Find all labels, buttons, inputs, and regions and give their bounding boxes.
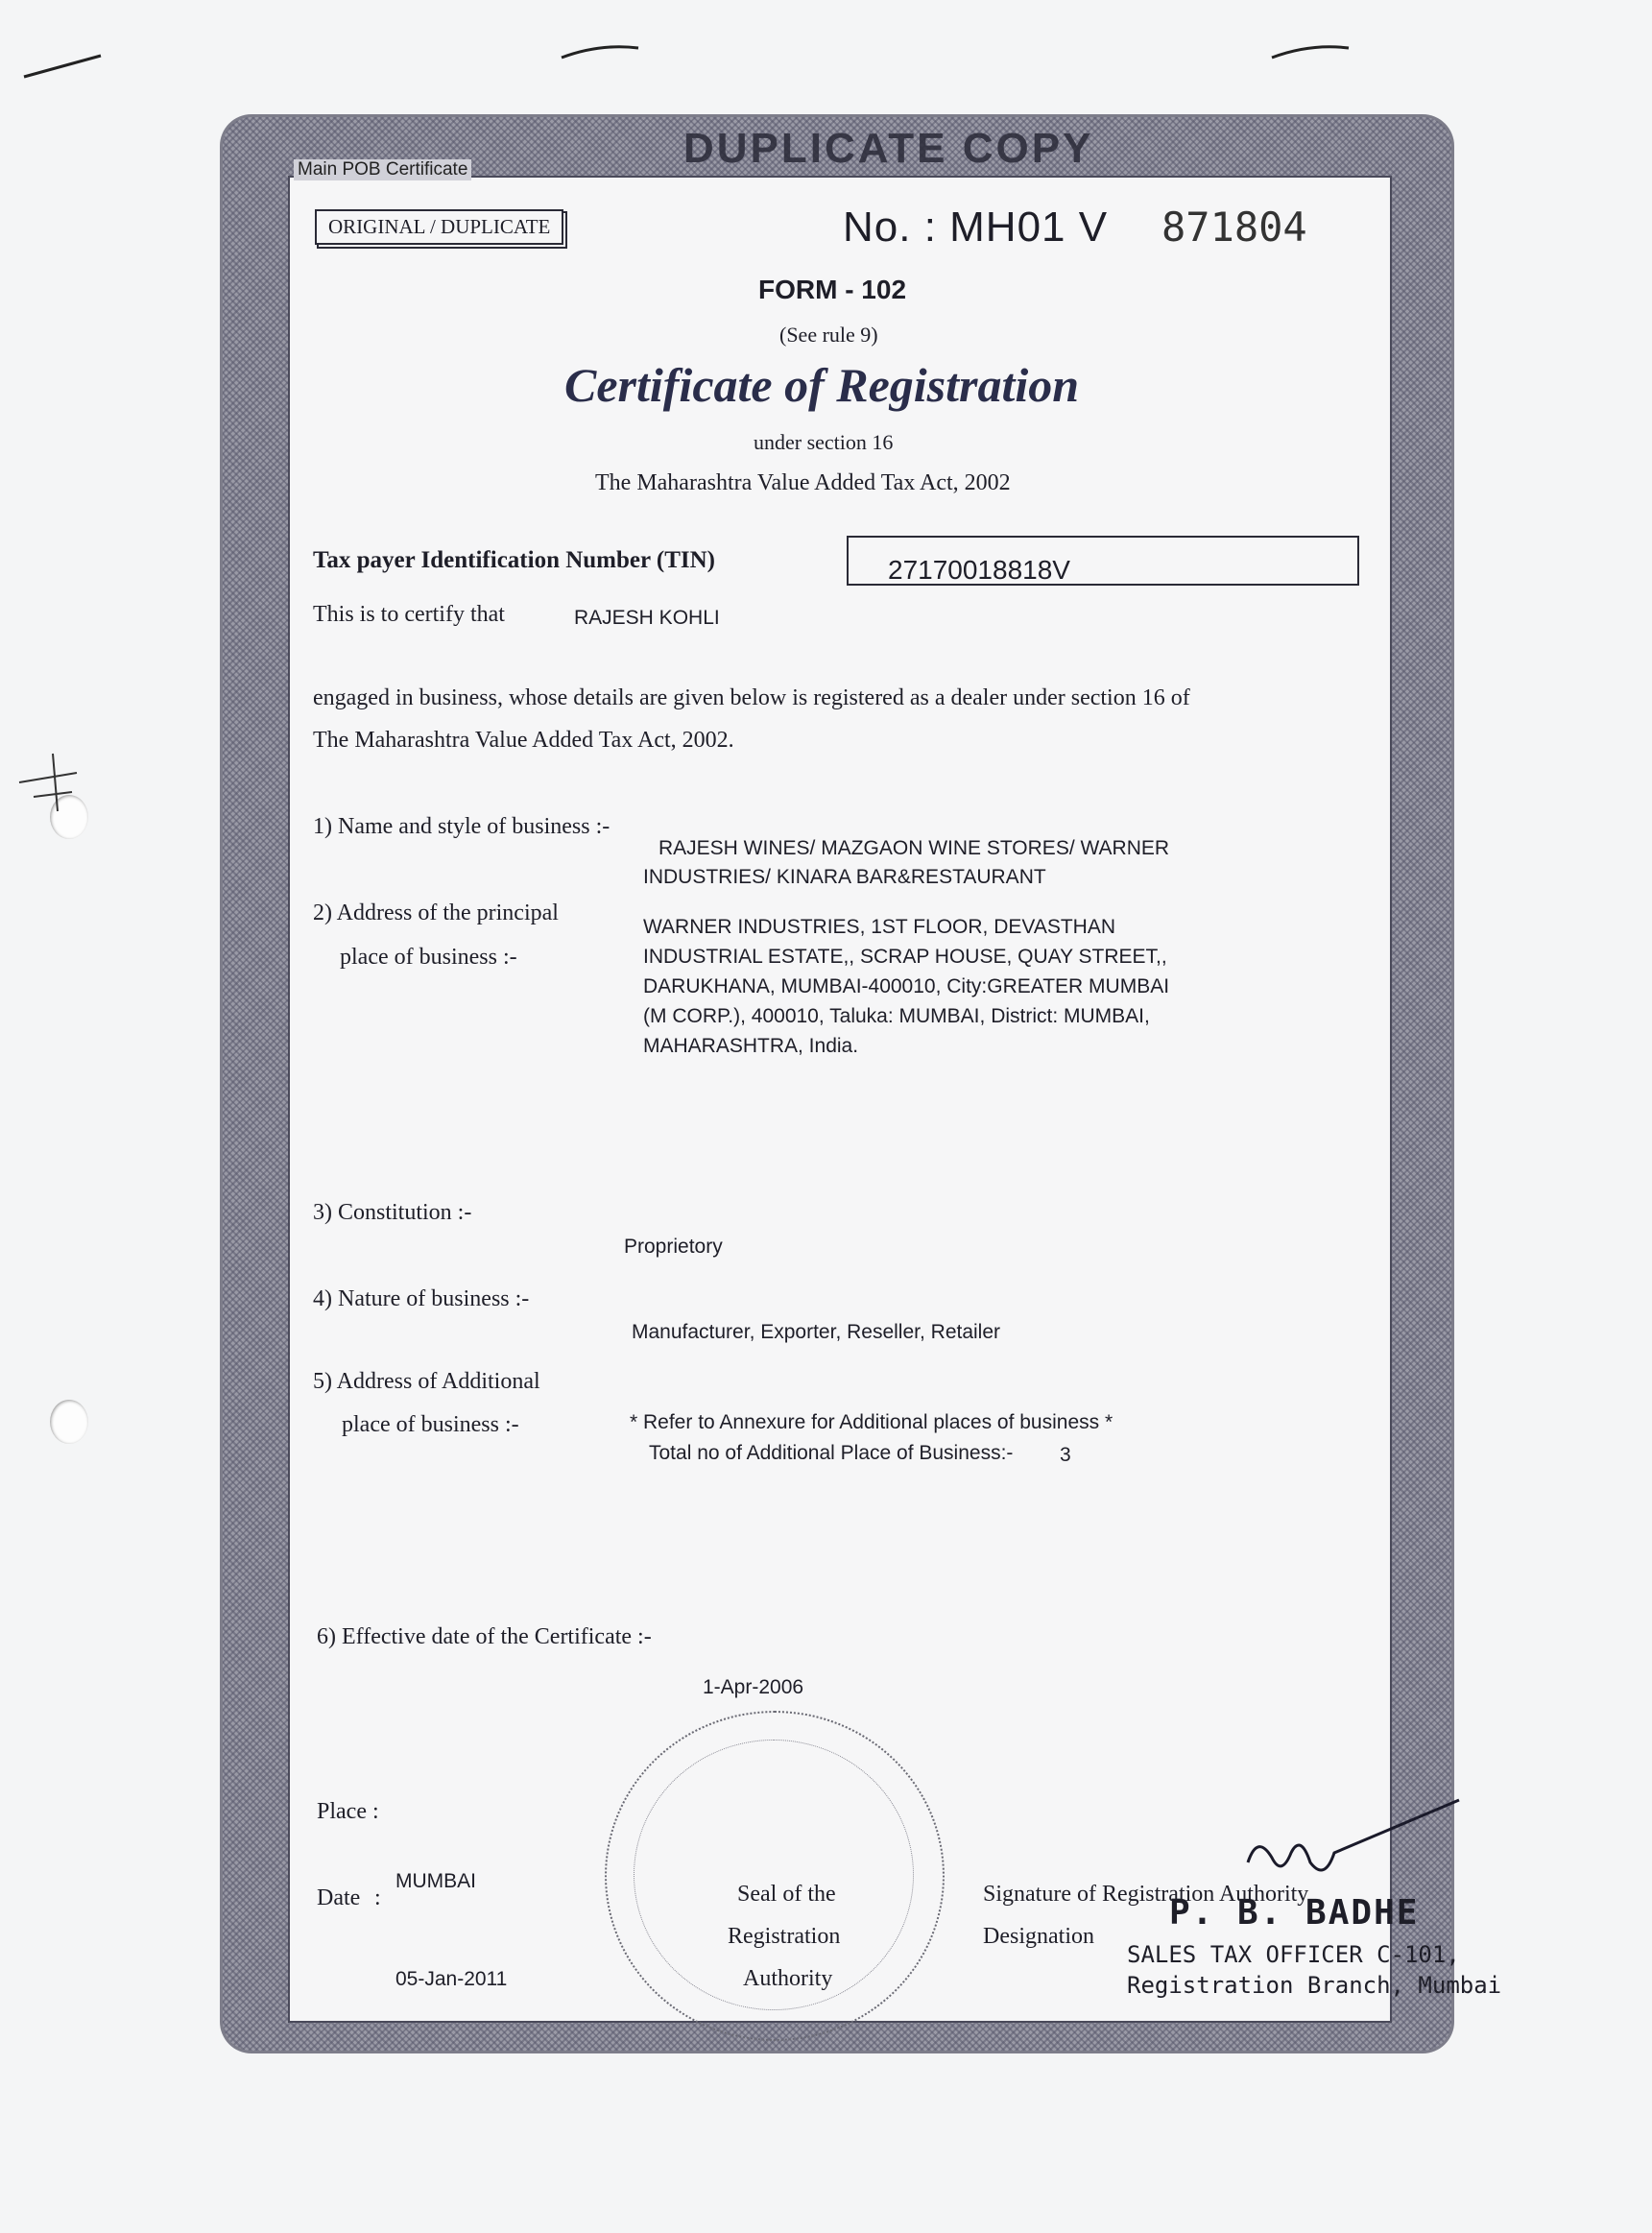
act-reference: The Maharashtra Value Added Tax Act, 2002	[595, 470, 1011, 495]
additional-total-label: Total no of Additional Place of Business:-	[649, 1442, 1014, 1464]
address-label-1: 2) Address of the principal	[313, 900, 559, 925]
seal-label-1: Seal of the	[737, 1882, 836, 1907]
certify-line-1: engaged in business, whose details are given below is registered as a dealer under section 16 of	[313, 685, 1190, 710]
additional-label-1: 5) Address of Additional	[313, 1369, 540, 1394]
business-name-label: 1) Name and style of business :-	[313, 814, 611, 839]
pen-mark	[19, 48, 106, 86]
nature-label: 4) Nature of business :-	[313, 1286, 530, 1311]
additional-label-2: place of business :-	[342, 1412, 519, 1437]
business-name-line-2: INDUSTRIES/ KINARA BAR&RESTAURANT	[643, 866, 1046, 888]
signature-label: Signature of Registration Authority	[983, 1882, 1309, 1907]
seal-label-2: Registration	[728, 1924, 841, 1949]
original-duplicate-box: ORIGINAL / DUPLICATE	[315, 209, 563, 245]
constitution-label: 3) Constitution :-	[313, 1200, 472, 1225]
address-line: WARNER INDUSTRIES, 1ST FLOOR, DEVASTHAN	[643, 916, 1116, 938]
rule-reference: (See rule 9)	[779, 323, 878, 347]
tin-value: 27170018818V	[888, 555, 1070, 585]
constitution-value: Proprietory	[624, 1236, 723, 1258]
designation-label: Designation	[983, 1924, 1094, 1949]
tin-label: Tax payer Identification Number (TIN)	[313, 547, 716, 573]
duplicate-copy-stamp: DUPLICATE COPY	[683, 125, 1094, 172]
business-name-line-1: RAJESH WINES/ MAZGAON WINE STORES/ WARNER	[658, 837, 1170, 859]
date-label: Date	[317, 1885, 361, 1910]
effective-date-value: 1-Apr-2006	[703, 1676, 804, 1698]
certify-label: This is to certify that	[313, 602, 505, 627]
address-line: (M CORP.), 400010, Taluka: MUMBAI, District: MUMBAI,	[643, 1005, 1150, 1027]
pen-mark	[1267, 38, 1353, 67]
additional-total-value: 3	[1060, 1444, 1071, 1466]
form-number: FORM - 102	[758, 275, 907, 304]
officer-stamp-name: P. B. BADHE	[1169, 1893, 1420, 1933]
address-label-2: place of business :-	[340, 945, 517, 970]
additional-refer-note: * Refer to Annexure for Additional places of business *	[630, 1411, 1113, 1433]
certificate-number: 871804	[1161, 204, 1307, 251]
punch-hole	[50, 1400, 88, 1444]
address-line: DARUKHANA, MUMBAI-400010, City:GREATER MUMBAI	[643, 975, 1170, 997]
certificate-title: Certificate of Registration	[564, 358, 1080, 412]
handwritten-mark	[10, 744, 86, 821]
nature-value: Manufacturer, Exporter, Reseller, Retailer	[632, 1321, 1001, 1343]
dealer-name: RAJESH KOHLI	[574, 607, 720, 629]
main-pob-label: Main POB Certificate	[294, 159, 471, 180]
address-line: INDUSTRIAL ESTATE,, SCRAP HOUSE, QUAY STREET,,	[643, 946, 1167, 968]
officer-stamp-title: SALES TAX OFFICER C-101,	[1127, 1941, 1460, 1968]
seal-label-3: Authority	[743, 1966, 833, 1991]
pen-mark	[557, 38, 643, 67]
date-value: 05-Jan-2011	[395, 1968, 508, 1990]
date-colon: :	[374, 1885, 381, 1910]
section-reference: under section 16	[754, 430, 894, 454]
certificate-number-prefix: No. : MH01 V	[843, 204, 1109, 251]
certify-line-2: The Maharashtra Value Added Tax Act, 2002.	[313, 728, 734, 753]
place-value: MUMBAI	[395, 1870, 476, 1892]
officer-stamp-branch: Registration Branch, Mumbai	[1127, 1972, 1502, 1999]
place-label: Place :	[317, 1799, 379, 1824]
address-line: MAHARASHTRA, India.	[643, 1035, 859, 1057]
effective-date-label: 6) Effective date of the Certificate :-	[317, 1624, 652, 1649]
